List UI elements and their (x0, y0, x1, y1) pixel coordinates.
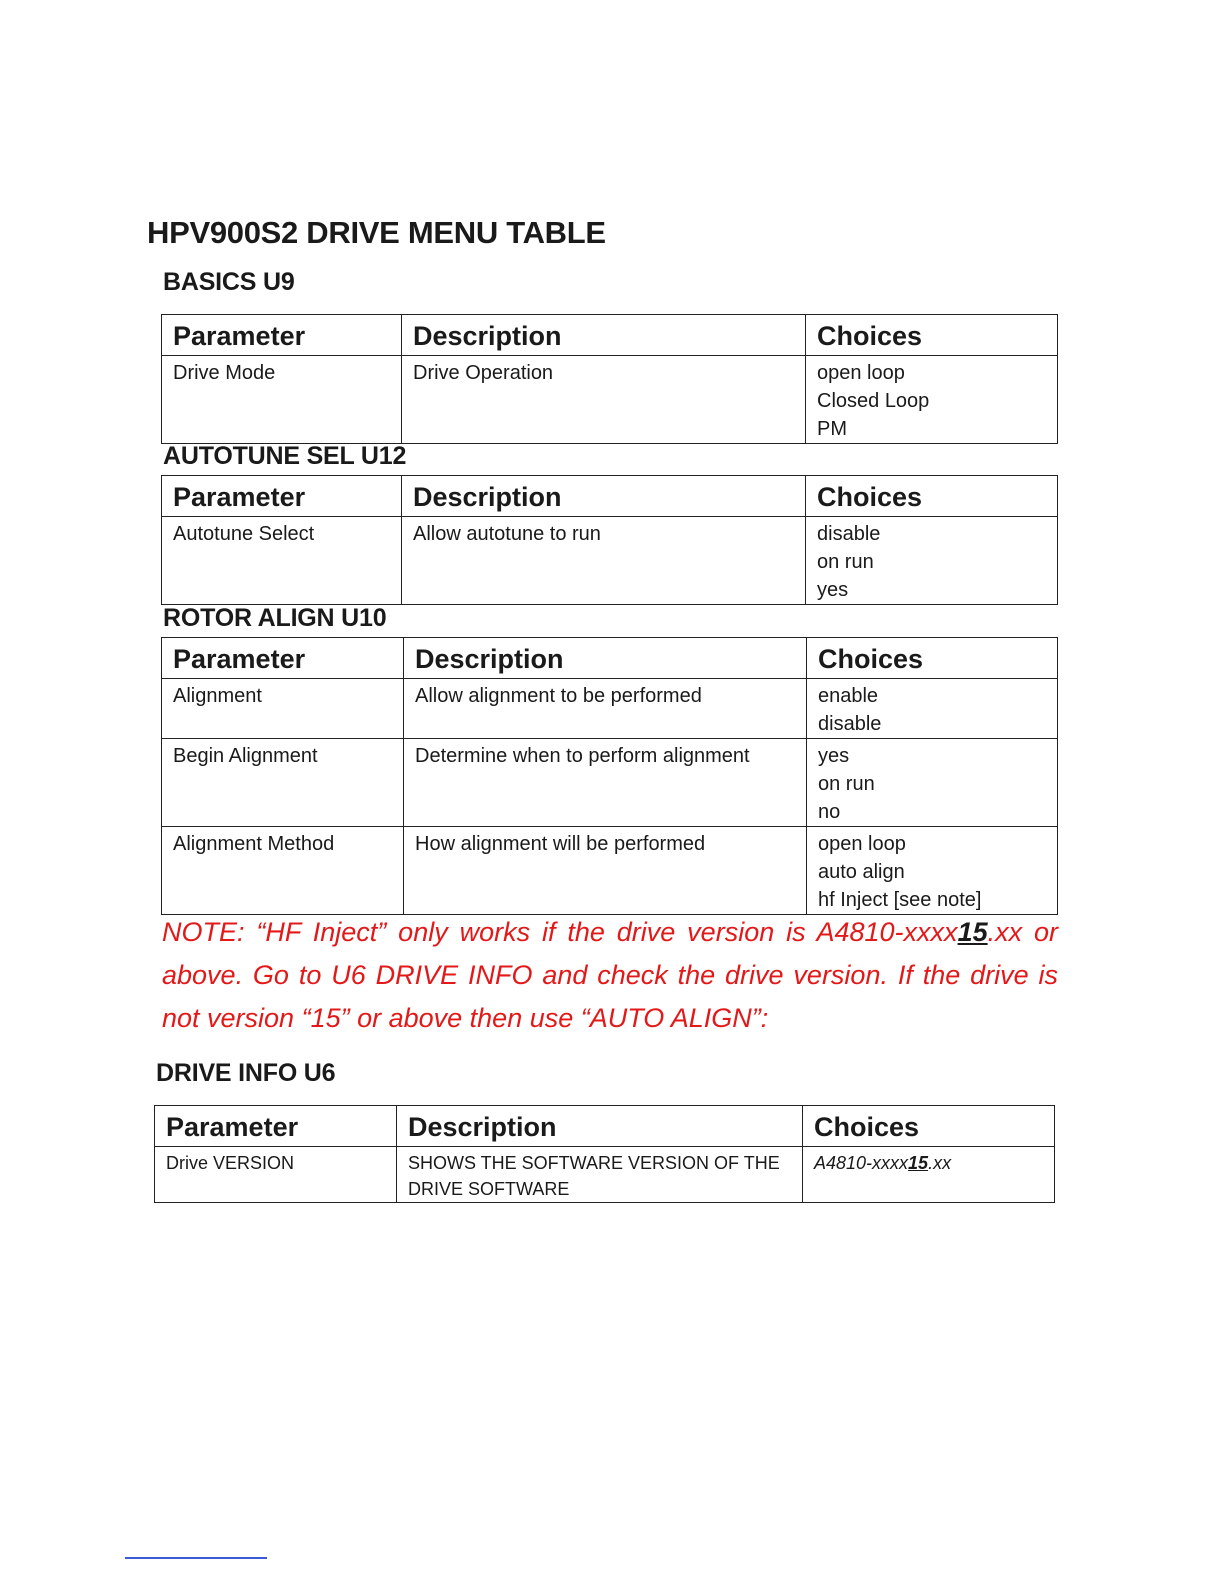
header-parameter: Parameter (155, 1106, 397, 1147)
description-cell: How alignment will be performed (404, 827, 807, 915)
header-choices: Choices (807, 638, 1058, 679)
version-cell (803, 1147, 1055, 1203)
header-parameter: Parameter (162, 638, 404, 679)
choice-item: disable (817, 523, 881, 545)
table-row (162, 739, 1058, 827)
table-header-row (162, 315, 1058, 356)
choice-item: yes (817, 579, 849, 601)
parameter-cell: Alignment (162, 679, 404, 739)
section-heading-rotor-align: ROTOR ALIGN U10 (163, 604, 387, 632)
parameter-cell: Autotune Select (162, 517, 402, 605)
choice-item: on run (818, 773, 875, 795)
table-header-row (155, 1106, 1055, 1147)
header-description: Description (397, 1106, 803, 1147)
version-note (162, 911, 1058, 1040)
header-description: Description (402, 315, 806, 356)
table-row (162, 679, 1058, 739)
choice-item: Closed Loop (817, 390, 930, 412)
version-suffix: .xx (928, 1153, 952, 1173)
choice-item: hf Inject [see note] (818, 889, 982, 911)
choices-cell (806, 356, 1058, 444)
choice-item: on run (817, 551, 874, 573)
note-version-emphasis: 15 (957, 917, 988, 947)
header-description: Description (402, 476, 806, 517)
table-row (162, 827, 1058, 915)
parameter-cell: Drive Mode (162, 356, 402, 444)
choice-item: open loop (818, 833, 906, 855)
description-line: SHOWS THE SOFTWARE VERSION OF THE (408, 1153, 780, 1173)
choice-item: yes (818, 745, 850, 767)
parameter-cell: Drive VERSION (155, 1147, 397, 1203)
description-cell: Drive Operation (402, 356, 806, 444)
choice-item: open loop (817, 362, 905, 384)
choices-cell (807, 679, 1058, 739)
choice-item: PM (817, 418, 847, 440)
version-emphasis: 15 (908, 1153, 929, 1173)
header-parameter: Parameter (162, 476, 402, 517)
choices-cell (807, 739, 1058, 827)
page-title: HPV900S2 DRIVE MENU TABLE (147, 215, 606, 250)
header-choices: Choices (806, 476, 1058, 517)
autotune-table (161, 475, 1058, 605)
choice-item: auto align (818, 861, 905, 883)
description-line: DRIVE SOFTWARE (408, 1179, 570, 1199)
description-cell: Determine when to perform alignment (404, 739, 807, 827)
table-row (155, 1147, 1055, 1203)
description-cell: Allow autotune to run (402, 517, 806, 605)
choice-item: no (818, 801, 841, 823)
header-choices: Choices (806, 315, 1058, 356)
header-parameter: Parameter (162, 315, 402, 356)
choice-item: disable (818, 713, 882, 735)
note-text-before: NOTE: “HF Inject” only works if the drive version is A4810-xxxx (162, 917, 958, 947)
section-heading-drive-info: DRIVE INFO U6 (156, 1059, 336, 1087)
drive-info-table (154, 1105, 1055, 1203)
table-header-row (162, 638, 1058, 679)
parameter-cell: Alignment Method (162, 827, 404, 915)
note-text-after: .xx or above. Go to U6 DRIVE INFO and check the drive version. If the drive is not version “15” or above then use “AUTO ALIGN”: (162, 917, 1059, 1033)
section-heading-autotune: AUTOTUNE SEL U12 (163, 442, 407, 470)
choices-cell (806, 517, 1058, 605)
choices-cell (807, 827, 1058, 915)
header-description: Description (404, 638, 807, 679)
parameter-cell: Begin Alignment (162, 739, 404, 827)
description-cell: Allow alignment to be performed (404, 679, 807, 739)
choice-item: enable (818, 685, 879, 707)
header-choices: Choices (803, 1106, 1055, 1147)
table-header-row (162, 476, 1058, 517)
version-prefix: A4810-xxxx (814, 1153, 909, 1173)
table-row (162, 517, 1058, 605)
table-row (162, 356, 1058, 444)
rotor-align-table (161, 637, 1058, 915)
basics-table (161, 314, 1058, 444)
footnote-separator (125, 1557, 267, 1559)
section-heading-basics: BASICS U9 (163, 268, 295, 296)
description-cell (397, 1147, 803, 1203)
